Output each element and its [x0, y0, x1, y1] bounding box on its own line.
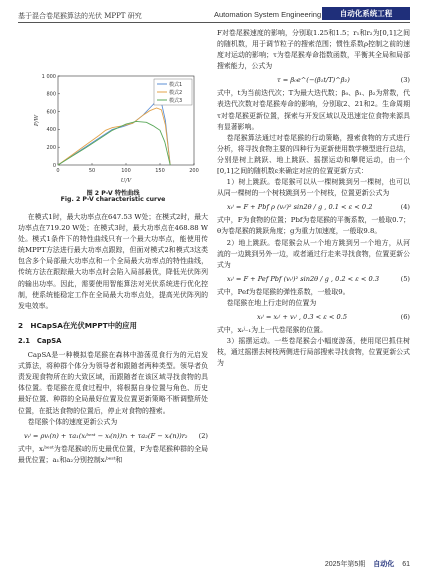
y-tick-label: 200: [46, 145, 56, 151]
equation-2-number: (2): [198, 431, 208, 440]
y-tick-label: 600: [46, 109, 56, 116]
header-journal-name: Automation System Engineering: [214, 10, 322, 19]
paragraph-strategies: 卷尾猴算法通过对卷尾猴的行动策略，搜索食物的方式进行分析，将寻找食物主要的四种行为更新使用数学模型进行总结，分别是树上跳跃、地上跳跃、摇摆运动和攀爬运动，由一个[0,1]之间的随机数ε来确定对应的位置更新方式：: [217, 133, 410, 176]
section-heading-2: 2 HCapSA在光伏MPPT中的应用: [18, 320, 137, 330]
paragraph-parameters: F对卷尾猴速度的影响，分别取1.25和1.5；r₁和r₂为[0,1]之间的随机数，用于调节粒子的搜索范围；惯性系数ρ控制之前的速度对运动的影响；τ为卷尾猴寿命指数函数，平衡其全局和局部搜索能力，公式为: [217, 29, 410, 71]
paragraph-mode-analysis: 在模式1时，最大功率点在647.53 W处；在模式2时，最大功率点在719.20 W处；在模式3时，最大功率点在468.88 W处。模式1条件下的特性曲线只有一个最大功率点，能使用传统MPPT方法进行最大功率点跟踪，但面对模式2和模式3这类包含多个局部最大功率点和一个全局最大功率点的特性曲线，传统方法在跟踪最大功率点时会陷入局部最优，降低光伏阵列的输出功率。因此，需要使用智能算法对光伏系统进行优化控制，使系统能稳定工作在全局最大功率点处，提高光伏阵列的发电效率。: [18, 213, 208, 310]
series-line-2: [58, 108, 170, 165]
series-line-3: [58, 121, 170, 165]
right-column-body: [217, 28, 410, 369]
footer-issue: 2025年第5期: [324, 561, 366, 568]
equation-5-number: (5): [400, 274, 410, 283]
figure-caption-en: Fig. 2 P-V characteristic curve: [60, 196, 166, 203]
equation-6-number: (6): [400, 312, 410, 321]
subsection-heading-2-1: 2.1 CapSA: [18, 336, 62, 345]
footer-page-number: 61: [402, 561, 410, 568]
equation-2-body: vᵢʲ = ρvᵢ(n) + τa₁(xᵢᵇᵉˢᵗ − xᵢ(n))r₁ + τa₂(F − xᵢ(n))r₂: [24, 431, 188, 440]
equation-4-body: xᵢʲ = F + Pbf ρ (vᵢʲ)² sin2θ / g , 0.1 < ε < 0.2: [227, 203, 373, 212]
legend-label-1: 模式1: [169, 82, 183, 88]
y-axis-label: P/W: [34, 114, 40, 127]
equation-3-number: (3): [400, 76, 410, 85]
x-tick-label: 100: [121, 168, 131, 174]
equation-5: [217, 271, 410, 287]
equation-6-body: xᵢʲ = xᵢʲ + vᵢʲ , 0.3 < ε < 0.5: [257, 312, 348, 321]
legend-label-2: 模式2: [169, 90, 183, 96]
equation-2: [18, 428, 208, 444]
equation-6: [217, 309, 410, 325]
header-left-title: 基于混合卷尾猴算法的光伏 MPPT 研究: [18, 12, 142, 20]
header-journal-badge: 自动化系统工程: [322, 7, 410, 20]
paragraph-tree-jump: 1）树上跳跃。卷尾猴可以从一棵树跳到另一棵树，也可以从同一棵树的一个树枝跳到另一个树枝，位置更新公式为: [217, 178, 410, 198]
y-tick-label: 1 000: [41, 73, 56, 80]
header-rule: [18, 22, 410, 23]
x-tick-label: 150: [155, 168, 165, 174]
left-column-body: [18, 212, 208, 466]
paragraph-elastic-coef: 式中，Pef为卷尾猴的弹性系数，一般取9。: [217, 287, 350, 296]
paragraph-velocity-explain: 式中，xᵢᵇᵉˢᵗ为卷尾猴i的历史最优位置，F为卷尾猴种群的全局最优位置；a₁和a₂分别控制xᵢᵇᵉˢᵗ和: [18, 444, 208, 464]
page-footer: [325, 559, 410, 569]
equation-3-body: τ = β₀e^(−(β₁t/T)^β₂): [277, 76, 350, 85]
paragraph-tree-jump-explain: 式中，F为食物的位置；Pbf为卷尾猴的平衡系数，一般取0.7；θ为卷尾猴的跳跃角度；g为重力加速度，一般取9.8。: [217, 216, 410, 236]
y-tick-label: 400: [46, 127, 56, 134]
y-tick-label: 0: [52, 162, 56, 169]
equation-5-body: xᵢʲ = F + Pef Pbf (vᵢʲ)² sin2θ / g , 0.2 < ε < 0.3: [227, 274, 380, 283]
x-tick-label: 0: [56, 168, 60, 174]
footer-logo: 自动化: [373, 559, 395, 568]
y-tick-label: 800: [46, 91, 56, 98]
x-tick-label: 200: [189, 168, 199, 174]
equation-3: [217, 72, 410, 88]
equation-4: [217, 199, 410, 215]
paragraph-ground-jump: 2）地上跳跃。卷尾猴会从一个地方跳到另一个地方，从河流的一边跳到另外一边，或者通过行走来寻找食物，位置更新公式为: [217, 238, 410, 269]
pv-characteristic-chart: [30, 70, 200, 185]
equation-4-number: (4): [400, 203, 410, 212]
paragraph-previous-position: 式中，xᵢʲ₋₁为上一代卷尾猴的位置。: [217, 325, 327, 334]
paragraph-swing: 3）摇摆运动。一些卷尾猴会小幅度游荡，使用尾巴抓住树枝，通过摇摆去树枝两侧进行局部搜索寻找食物，位置更新公式为: [217, 337, 410, 368]
paragraph-velocity-lead: 卷尾猴个体的速度更新公式为: [27, 417, 118, 426]
figure-caption-cn: 图 2 P-V 特性曲线: [86, 190, 140, 197]
paragraph-lifetime: 式中，t为当前迭代次；T为最大迭代数；β₀、β₁、β₂为常数，代表迭代次数对卷尾猴寿命的影响，分别取2、21和2。生命周期τ对卷尾猴更新位置，探索与开发区域以及迅速定位食物来源具有显著影响。: [217, 89, 410, 131]
paragraph-walk-lead: 卷尾猴在地上行走时的位置为: [226, 298, 317, 307]
x-axis-label: U/V: [120, 178, 132, 184]
x-tick-label: 50: [88, 168, 96, 174]
series-line-1: [58, 101, 170, 165]
pv-chart-svg: [30, 70, 200, 185]
legend-label-3: 模式3: [169, 98, 183, 104]
paragraph-capsa-intro: CapSA是一种模拟卷尾猴在森林中游荡觅食行为的元启发式算法，将种群个体分为领导者和跟随者两种类型。领导者负责发现食物所在的大致区域，而跟随者在该区域寻找食物的具体位置。卷尾猴在觅食过程中，将根据自身位置与角色、历史最好位置、种群的全局最好位置及位置更新策略不断调整所处位置，在抵达食物的位置后，停止对食物的搜索。: [18, 351, 208, 415]
